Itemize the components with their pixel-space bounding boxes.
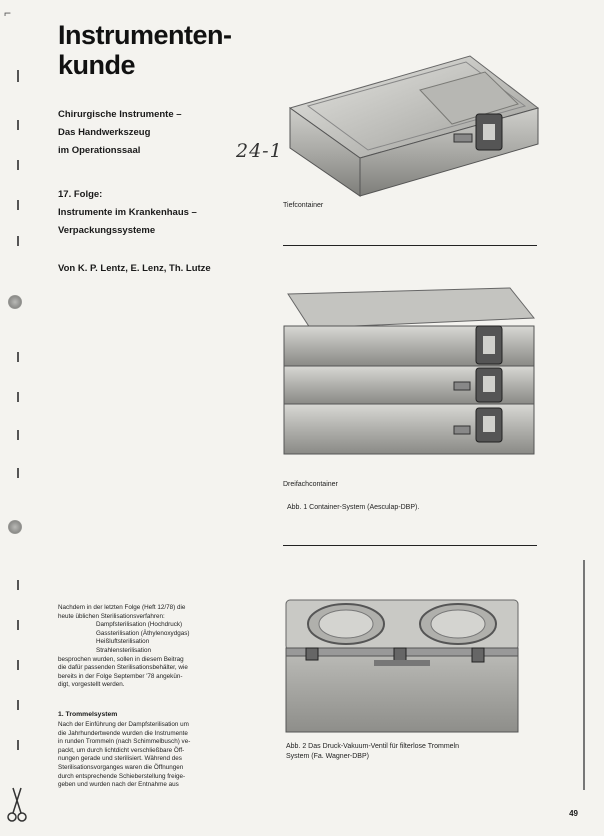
authors: Von K. P. Lentz, E. Lenz, Th. Lutze [58, 263, 211, 274]
method-item: Gassterilisation (Äthylenoxydgas) [96, 629, 190, 637]
subtitle-line: im Operationssaal [58, 145, 141, 156]
figure-caption: Tiefcontainer [283, 202, 324, 209]
divider [283, 245, 537, 246]
margin-mark [17, 200, 19, 210]
body-line: die Jahrhundertwende wurden die Instrumente [58, 729, 188, 737]
binder-hole [8, 520, 22, 534]
divider [283, 545, 537, 546]
series-line: 17. Folge: [58, 189, 103, 200]
margin-mark [17, 620, 19, 630]
binder-hole [8, 295, 22, 309]
deep-container-photo [280, 48, 542, 200]
triple-container-photo [280, 284, 538, 470]
corner-mark: ⌐ [4, 6, 12, 20]
margin-mark [17, 236, 19, 246]
page-number: 49 [569, 809, 578, 818]
margin-mark [17, 430, 19, 440]
margin-mark [17, 160, 19, 170]
body-line: geben und wurden nach der Entnahme aus [58, 781, 179, 789]
body-line: in runden Trommeln (nach Schimmelbusch) ve- [58, 738, 191, 746]
body-line: Nachdem in der letzten Folge (Heft 12/78) die [58, 604, 186, 611]
series-line: Verpackungssysteme [58, 225, 156, 236]
margin-mark [17, 352, 19, 362]
body-line: Nach der Einführung der Dampfsterilisation um [58, 721, 189, 728]
abb2-line: Abb. 2 Das Druck-Vakuum-Ventil für filterlose Trommeln [286, 743, 459, 750]
body-line: packt, um durch lichtdicht verschließbare Öff- [58, 746, 185, 754]
method-item: Dampfsterilisation (Hochdruck) [96, 621, 183, 629]
margin-mark [17, 660, 19, 670]
figure-caption-abb1: Abb. 1 Container-System (Aesculap-DBP). [287, 504, 420, 511]
handwritten-note: 24-1 [236, 140, 283, 162]
figure-caption-abb2 [286, 742, 459, 762]
body-line: nungen gerade und sterilisiert. Während des [58, 755, 182, 763]
margin-mark [17, 120, 19, 130]
right-edge-mark [583, 560, 585, 790]
method-item: Heißluftsterilisation [96, 638, 150, 646]
body-line: Sterilisationsvorganges waren die Öffnungen [58, 763, 184, 771]
body-text [58, 604, 234, 690]
subtitle-line: Chirurgische Instrumente – [58, 109, 182, 120]
body-line: die dafür passenden Sterilisationsbehälter, wie [58, 664, 188, 672]
title-line-1: Instrumenten- [58, 20, 232, 50]
margin-mark [17, 392, 19, 402]
body-line: bereits in der Folge September '78 angekün- [58, 672, 183, 680]
title-line-2: kunde [58, 50, 136, 80]
margin-mark [17, 70, 19, 82]
subtitle [58, 106, 182, 160]
section-text [58, 721, 234, 790]
pressure-vacuum-container-photo [284, 598, 520, 734]
page-title [58, 20, 232, 80]
margin-mark [17, 700, 19, 710]
margin-mark [17, 740, 19, 750]
section-heading: 1. Trommelsystem [58, 711, 118, 718]
body-line: durch entsprechende Schieberstellung freige- [58, 772, 186, 780]
series-line: Instrumente im Krankenhaus – [58, 207, 197, 218]
scissors-icon [6, 784, 28, 824]
subtitle-line: Das Handwerkszeug [58, 127, 151, 138]
body-line: besprochen wurden, sollen in diesem Beitrag [58, 655, 184, 663]
margin-mark [17, 580, 19, 590]
method-item: Strahlensterilisation [96, 646, 151, 654]
body-line: digt, vorgestellt werden. [58, 681, 125, 689]
abb2-line: System (Fa. Wagner-DBP) [286, 753, 369, 760]
body-line: heute üblichen Sterilisationsverfahren: [58, 612, 165, 620]
series-info [58, 186, 197, 240]
figure-caption: Dreifachcontainer [283, 481, 338, 488]
margin-mark [17, 468, 19, 478]
